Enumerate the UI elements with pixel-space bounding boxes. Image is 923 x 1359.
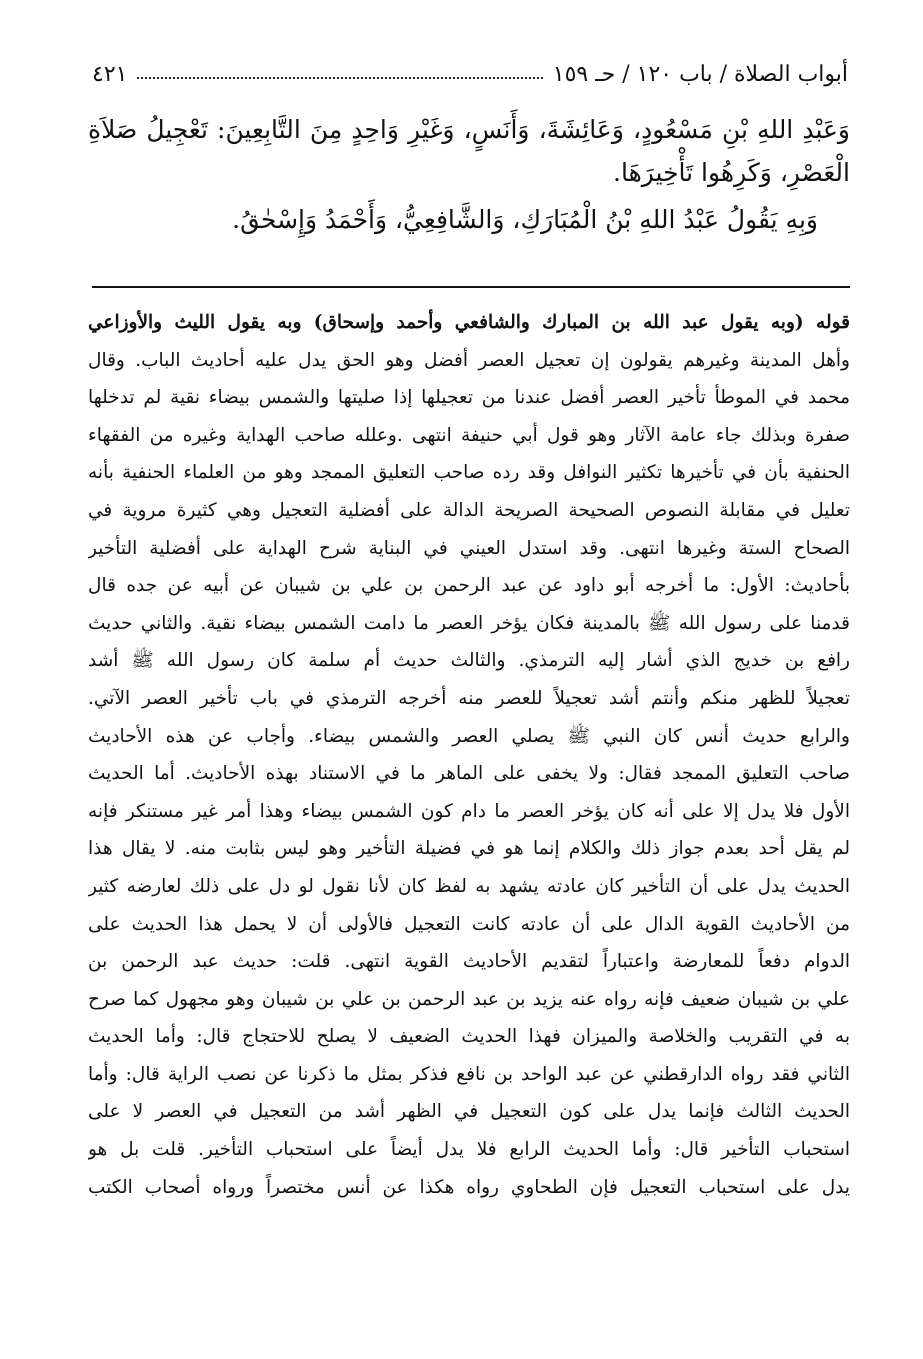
commentary-line: تعليل في مقابلة النصوص الصحيحة الصريحة الدالة على أفضلية التعجيل وهي كثيرة مروية في (88, 499, 850, 521)
commentary-line: به في التقريب والخلاصة والميزان فهذا الحديث الضعيف لا يصلح للاحتجاج قال: وأما الحديث (88, 1026, 850, 1048)
running-header (92, 56, 848, 92)
hadith-paragraph-2: وَبِهِ يَقُولُ عَبْدُ اللهِ بْنُ الْمُبَارَكِ، وَالشَّافِعِيُّ، وَأَحْمَدُ وَإِسْحٰقُ. (232, 205, 818, 234)
hadith-text (88, 108, 850, 241)
commentary-line: الثاني فقد رواه الدارقطني عن عبد الواحد بن نافع فذكر بمثل ما ذكرنا عن نصب الراية قال: وأما (88, 1063, 850, 1085)
commentary-line: استحباب التأخير قال: وأما الحديث الرابع فلا يدل أيضاً على استحباب التأخير. قلت بل هو (88, 1139, 850, 1161)
commentary-line: الدوام دفعاً للمعارضة واعتباراً لتقديم الأحاديث القوية انتهى. قلت: حديث عبد الرحمن بن (88, 951, 850, 973)
commentary-line: يدل على استحباب التعجيل فإن الطحاوي رواه هكذا عن أنس مختصراً ورواه أصحاب الكتب (88, 1176, 850, 1198)
commentary-line: لم يقل أحد بعدم جواز ذلك والكلام إنما هو في فضيلة التأخير وهو ليس بثابت منه. لا يقال هذا (88, 838, 850, 860)
hadith-paragraph-1: وَعَبْدِ اللهِ بْنِ مَسْعُودٍ، وَعَائِشَةَ، وَأَنَسٍ، وَغَيْرِ وَاحِدٍ مِنَ التَّابِعِينَ: تَعْجِيلُ صَلاَةِ الْعَصْرِ، وَكَرِهُوا تَأْخِيرَهَا. (88, 115, 850, 187)
commentary-line: وأهل المدينة وغيرهم يقولون إن تعجيل العصر أفضل وهو الحق يدل عليه أحاديث الباب. وقال (88, 349, 850, 371)
commentary-line: الحديث الثالث فإنما يدل على كون التعجيل في الظهر أشد من التعجيل في العصر لا على (88, 1101, 850, 1123)
commentary-line: صاحب التعليق الممجد فقال: ولا يخفى على الماهر ما في الاستناد بهذه الأحاديث. أما الحديث (88, 763, 850, 785)
commentary-line: بأحاديث: الأول: ما أخرجه أبو داود عن عبد الرحمن بن علي بن شيبان عن أبيه عن جده قال (88, 575, 850, 597)
section-divider (92, 286, 850, 288)
header-leader-dots (137, 77, 542, 79)
commentary-text (88, 304, 850, 1206)
commentary-line: والرابع حديث أنس كان النبي ﷺ يصلي العصر والشمس بيضاء. وأجاب عن هذه الأحاديث (88, 725, 850, 747)
commentary-line: قوله (وبه يقول عبد الله بن المبارك والشافعي وأحمد وإسحاق) وبه يقول الليث والأوزاعي (88, 312, 850, 333)
commentary-line: الأول فلا يدل إلا على أنه كان يؤخر العصر ما دام كون الشمس بيضاء وهذا أمر غير مستنكر فإنه (88, 800, 850, 822)
commentary-line: قدمنا على رسول الله ﷺ بالمدينة فكان يؤخر العصر ما دامت الشمس بيضاء نقية. والثاني حديث (88, 612, 850, 634)
commentary-line: من الأحاديث القوية الدال على أن عادته كانت التعجيل فالأولى أن لا يحمل هذا الحديث على (88, 913, 850, 935)
commentary-line: الحنفية بأن في تأخيرها تكثير النوافل وقد رده صاحب التعليق الممجد وهو من العلماء الحنفية بأنه (88, 462, 850, 484)
chapter-reference: أبواب الصلاة / باب ١٢٠ / حـ ١٥٩ (552, 61, 848, 87)
commentary-line: صفرة وبذلك جاء عامة الآثار وهو قول أبي حنيفة انتهى .وعلله صاحب الهداية وغيره من الفقهاء (88, 424, 850, 446)
page-number: ٤٢١ (92, 61, 128, 87)
commentary-line: الصحاح الستة وغيرها انتهى. وقد استدل العيني في البناية شرح الهداية على أفضلية التأخير (88, 537, 850, 559)
commentary-line: الحديث يدل على أن التأخير كان عادته يشهد به لفظ كان لأنا نقول لو دل على ذلك لعارضه كثير (88, 875, 850, 897)
commentary-line: تعجيلاً للظهر منكم وأنتم أشد تعجيلاً للعصر منه أخرجه الترمذي في باب تأخير العصر الآتي. (88, 687, 850, 709)
commentary-line: علي بن شيبان ضعيف فإنه رواه عنه يزيد بن عبد الرحمن بن علي بن شيبان وهو مجهول كما صرح (88, 988, 850, 1010)
commentary-line: محمد في الموطأ تأخير العصر أفضل عندنا من تعجيلها إذا صليتها والشمس بيضاء نقية لم تدخلها (88, 387, 850, 409)
commentary-line: رافع بن خديج الذي أشار إليه الترمذي. والثالث حديث أم سلمة كان رسول الله ﷺ أشد (88, 650, 850, 672)
